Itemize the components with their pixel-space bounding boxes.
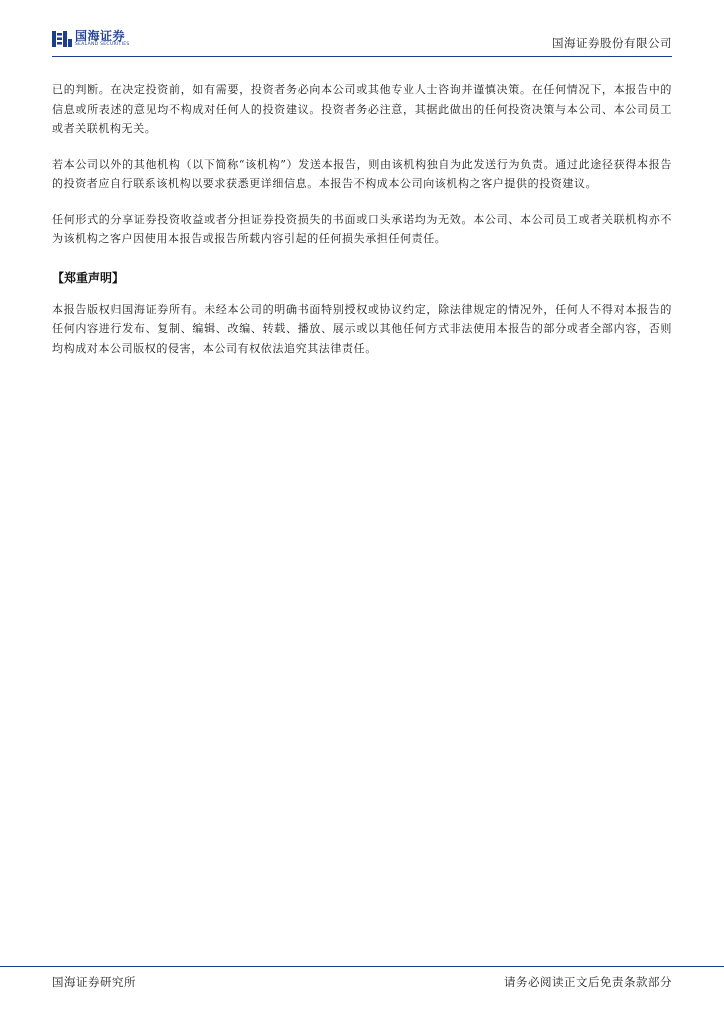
header-divider	[52, 56, 672, 57]
logo-subtext: SEALAND SECURITIES	[75, 42, 130, 48]
paragraph-1: 已的判断。在决定投资前，如有需要，投资者务必向本公司或其他专业人士咨询并谨慎决策。在任何情况下，本报告中的信息或所表述的意见均不构成对任何人的投资建议。投资者务必注意，其据此做出的任何投资决策与本公司、本公司员工或者关联机构无关。	[52, 83, 672, 135]
logo-text: 国海证券	[75, 29, 126, 44]
footer-institute-name: 国海证券研究所	[52, 975, 136, 989]
footer-disclaimer-note: 请务必阅读正文后免责条款部分	[504, 975, 672, 989]
paragraph-2: 若本公司以外的其他机构（以下简称“该机构”）发送本报告，则由该机构独自为此发送行为负责。通过此途径获得本报告的投资者应自行联系该机构以要求获悉更详细信息。本报告不构成本公司向该机构之客户提供的投资建议。	[52, 157, 672, 190]
footer-divider	[0, 966, 724, 967]
sealand-logo-icon	[52, 30, 72, 48]
copyright-paragraph: 本报告版权归国海证券所有。未经本公司的明确书面特别授权或协议约定，除法律规定的情况外，任何人不得对本报告的任何内容进行发布、复制、编辑、改编、转载、播放、展示或以其他任何方式非法使用本报告的部分或者全部内容，否则均构成对本公司版权的侵害，本公司有权依法追究其法律责任。	[52, 302, 672, 355]
disclaimer-content	[52, 80, 672, 374]
company-logo	[52, 30, 130, 48]
section-title-solemn-statement: 【郑重声明】	[52, 270, 125, 285]
page-header	[52, 30, 672, 54]
header-company-name: 国海证券股份有限公司	[552, 36, 672, 50]
paragraph-3: 任何形式的分享证券投资收益或者分担证券投资损失的书面或口头承诺均为无效。本公司、本公司员工或者关联机构亦不为该机构之客户因使用本报告或报告所载内容引起的任何损失承担任何责任。	[52, 212, 672, 245]
